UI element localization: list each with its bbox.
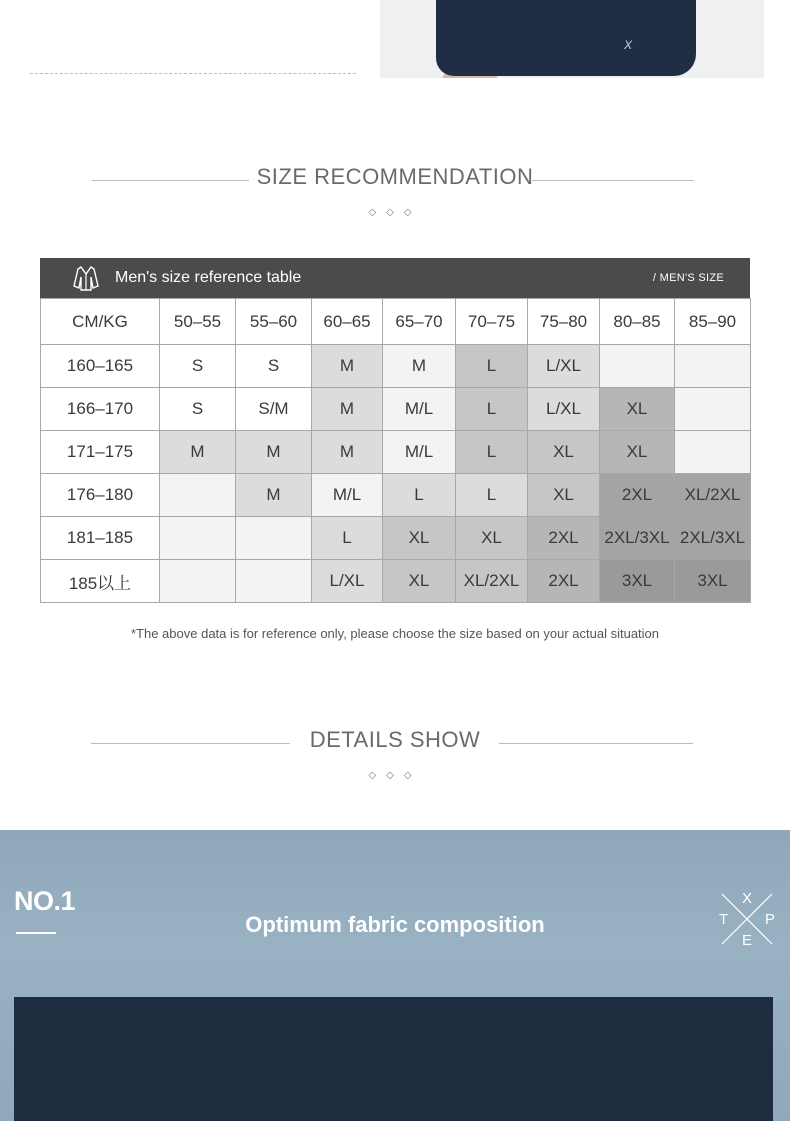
table-header-title: Men's size reference table — [115, 269, 302, 286]
size-cell: XL — [456, 517, 528, 560]
size-cell: XL/2XL — [675, 474, 751, 517]
size-cell — [160, 560, 236, 603]
size-cell: L — [383, 474, 456, 517]
table-header-bar — [40, 258, 750, 298]
size-cell: L — [456, 345, 528, 388]
size-cell — [675, 345, 751, 388]
column-header: 80–85 — [600, 299, 675, 345]
size-cell: 3XL — [675, 560, 751, 603]
size-cell: L/XL — [312, 560, 383, 603]
table-row — [41, 517, 751, 560]
section-title: DETAILS SHOW — [309, 727, 481, 752]
size-cell: L — [456, 431, 528, 474]
size-cell: L — [456, 474, 528, 517]
size-cell: S — [236, 345, 312, 388]
size-cell: M — [312, 431, 383, 474]
size-cell: XL — [600, 431, 675, 474]
table-row — [41, 388, 751, 431]
section-title: SIZE RECOMMENDATION — [256, 164, 534, 189]
table-row — [41, 560, 751, 603]
size-cell: 2XL — [528, 517, 600, 560]
size-cell — [600, 345, 675, 388]
logo-letter-left: T — [719, 911, 729, 928]
row-label: 166–170 — [41, 388, 160, 431]
size-cell: XL — [528, 431, 600, 474]
size-cell: S/M — [236, 388, 312, 431]
size-cell: 2XL/3XL — [600, 517, 675, 560]
logo-letter-right: P — [765, 911, 776, 928]
size-cell — [236, 517, 312, 560]
size-cell: M/L — [383, 431, 456, 474]
size-cell: M — [160, 431, 236, 474]
size-cell: L — [456, 388, 528, 431]
table-footnote: *The above data is for reference only, please choose the size based on your actual situation — [130, 626, 660, 641]
table-row — [41, 431, 751, 474]
row-label: 160–165 — [41, 345, 160, 388]
size-cell — [160, 474, 236, 517]
jacket-icon — [72, 264, 100, 292]
size-cell: M — [312, 345, 383, 388]
feature-number: NO.1 — [14, 886, 76, 916]
size-cell: XL — [600, 388, 675, 431]
column-header: 60–65 — [312, 299, 383, 345]
size-cell: M/L — [383, 388, 456, 431]
size-cell: M — [312, 388, 383, 431]
shorts-image — [436, 0, 696, 76]
size-cell: M — [236, 474, 312, 517]
row-label: 171–175 — [41, 431, 160, 474]
column-header: 65–70 — [383, 299, 456, 345]
fabric-swatch-image — [14, 997, 773, 1121]
size-cell: M/L — [312, 474, 383, 517]
table-row — [41, 345, 751, 388]
table-row — [41, 474, 751, 517]
size-cell: S — [160, 388, 236, 431]
size-cell: L/XL — [528, 388, 600, 431]
size-cell: XL — [383, 560, 456, 603]
column-header: 70–75 — [456, 299, 528, 345]
table-header-tag: / MEN'S SIZE — [652, 272, 724, 284]
size-cell: 2XL/3XL — [675, 517, 751, 560]
logo-letter-top: X — [742, 890, 753, 907]
size-cell: 3XL — [600, 560, 675, 603]
size-cell: M — [383, 345, 456, 388]
diamond-ornament: ◇◇◇ — [368, 770, 422, 781]
shorts-logo-mark: X — [624, 38, 633, 52]
row-label: 181–185 — [41, 517, 160, 560]
size-cell: XL — [383, 517, 456, 560]
size-cell: S — [160, 345, 236, 388]
fabric-banner — [0, 830, 790, 1121]
size-cell: 2XL — [600, 474, 675, 517]
size-cell — [675, 388, 751, 431]
size-cell: XL — [528, 474, 600, 517]
logo-letter-bottom: E — [742, 932, 753, 949]
size-cell: L — [312, 517, 383, 560]
column-header: 50–55 — [160, 299, 236, 345]
row-label: 176–180 — [41, 474, 160, 517]
size-grid — [40, 298, 751, 603]
column-header: 85–90 — [675, 299, 751, 345]
size-cell: M — [236, 431, 312, 474]
row-label: 185以上 — [41, 560, 160, 603]
size-cell — [675, 431, 751, 474]
column-header: CM/KG — [41, 299, 160, 345]
xtep-cross-logo — [716, 888, 778, 950]
table-header-row — [41, 299, 751, 345]
top-dashed-divider — [30, 73, 356, 74]
size-cell — [160, 517, 236, 560]
diamond-ornament: ◇◇◇ — [368, 207, 422, 218]
size-cell: L/XL — [528, 345, 600, 388]
size-cell — [236, 560, 312, 603]
product-photo-shorts — [380, 0, 764, 78]
feature-title: Optimum fabric composition — [245, 912, 545, 937]
size-recommendation-heading — [0, 160, 790, 200]
details-show-heading — [0, 723, 790, 763]
size-reference-table — [40, 258, 750, 603]
size-cell: XL/2XL — [456, 560, 528, 603]
column-header: 55–60 — [236, 299, 312, 345]
column-header: 75–80 — [528, 299, 600, 345]
size-cell: 2XL — [528, 560, 600, 603]
